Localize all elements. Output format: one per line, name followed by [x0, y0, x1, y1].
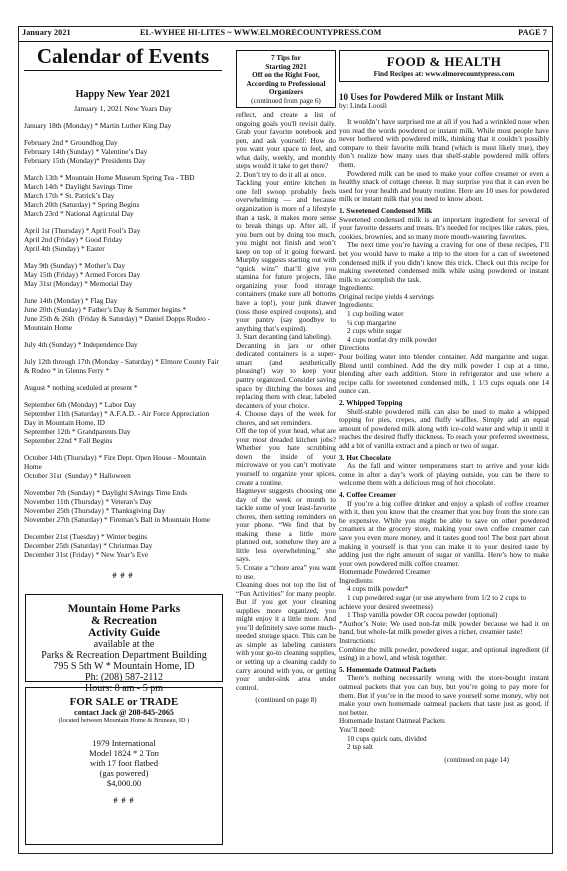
article-ingredient: 1 cup powdered sugar (or use anywhere from 1/2 to 2 cups to achieve your desired sweetness)	[339, 593, 527, 611]
tips-paragraph: 5. Create a “chore area” you want to use.	[236, 562, 336, 581]
calendar-event: June 14th (Monday) * Flag Day	[24, 296, 118, 305]
calendar-event: October 31st (Sunday) * Halloween	[24, 471, 131, 480]
article-paragraph: There’s nothing necessarily wrong with the store-bought instant oatmeal packets that you can buy, but you’re going to pay more for them. But if you’re in the mood to save yourself some money, why not make your own homemade oatmeal packets that taste just as good, if not better.	[339, 673, 549, 717]
article-ingredient: 4 cups milk powder*	[347, 584, 409, 594]
article-paragraph: Combine the milk powder, powdered sugar, and optional ingredient (if using) in a bowl, and whisk together.	[339, 644, 549, 663]
tips-continued-from: (continued from page 6)	[251, 96, 321, 105]
article-ingredient: 1 cup boiling water	[347, 309, 404, 319]
calendar-event: February 2nd * Groundhog Day	[24, 138, 118, 147]
parks-detail-line: Ph: (208) 587-2112	[85, 672, 163, 683]
calendar-event: September 11th (Saturday) * A.F.A.D. - Air Force Appreciation Day in Mountain Home, ID	[24, 409, 212, 427]
calendar-event: March 13th * Mountain Home Museum Spring Tea - TBD	[24, 173, 195, 182]
calendar-event: December 25th (Saturday) * Christmas Day	[24, 541, 153, 550]
calendar-event: May 31st (Monday) * Memorial Day	[24, 279, 133, 288]
parks-activity-guide-ad	[25, 594, 223, 694]
parks-heading-line: Mountain Home Parks	[67, 603, 181, 615]
calendar-month-group	[24, 488, 222, 524]
article-paragraph: Ingredients:	[339, 575, 374, 585]
calendar-event: June 25th & 26th (Friday & Saturday) * Daniel Dopps Rodeo - Mountain Home	[24, 314, 212, 332]
for-sale-details	[26, 738, 222, 788]
calendar-month-group	[24, 138, 222, 165]
parks-detail-line: available at the	[93, 639, 155, 650]
for-sale-ad	[25, 687, 223, 845]
food-health-column	[339, 50, 549, 850]
calendar-event: November 7th (Sunday) * Daylight SAvings Time Ends	[24, 488, 188, 497]
calendar-month-group	[24, 173, 222, 218]
article-paragraph: Ingredients:	[339, 283, 374, 293]
calendar-event: November 27th (Saturday) * Fireman’s Ball in Mountain Home	[24, 515, 211, 524]
calendar-event: November 11th (Thursday) * Veteran’s Day	[24, 497, 152, 506]
article-ingredient: 2 cups white sugar	[347, 326, 402, 336]
calendar-month-group	[24, 261, 222, 288]
calendar-event: December 21st (Tuesday) * Winter begins	[24, 532, 148, 541]
calendar-month-group	[24, 532, 222, 559]
tips-paragraph: Tackling your entire kitchen in one fell swoop probably feels overwhelming — and because organization is more of a lifestyle than a task, it makes more sense to break things up. After all, if you burn out by doing too much, you might not finish and won’t keep on top of it going forward. Murphy suggests starting out with “quick wins” that’ll give you stamina for future projects, like organizing your food storage containers (make sure all bottoms have a top!), your junk drawer (toss those expired coupons), and your pantry (say goodbye to anything that’s expired).	[236, 178, 336, 333]
article-section-heading: 1. Sweetened Condensed Milk	[339, 205, 433, 215]
for-sale-detail-line: with 17 foot flatbed	[89, 758, 159, 768]
article-continued-on: (continued on page 14)	[444, 755, 509, 764]
article-section-heading: 4. Coffee Creamer	[339, 489, 397, 499]
article-body	[339, 118, 549, 752]
for-sale-detail-line: $4,000.00	[106, 778, 142, 788]
food-health-title: FOOD & HEALTH	[386, 54, 502, 69]
parks-detail-line: Parks & Recreation Department Building	[41, 650, 207, 661]
for-sale-location: (located between Mountain Home & Bruneau, ID )	[58, 717, 190, 724]
calendar-event: February 15th (Monday)* Presidents Day	[24, 156, 146, 165]
parks-heading-line: Activity Guide	[88, 627, 160, 639]
tips-paragraph: Off the top of your head, what are your most dreaded kitchen jobs? Whether you hate scrubbing down the inside of your microwave or you can’t motivate yourself to organize your spices, create a routine.	[236, 426, 336, 487]
calendar-subtitle: Happy New Year 2021	[75, 89, 171, 100]
tips-headline-line: 7 Tips for	[271, 54, 301, 62]
calendar-event: September 22nd * Fall Begins	[24, 436, 113, 445]
calendar-column	[24, 44, 222, 592]
article-ingredient: 1 Tbsp vanilla powder OR cocoa powder (optional)	[347, 610, 498, 620]
calendar-month-group	[24, 121, 222, 130]
for-sale-title: FOR SALE or TRADE	[69, 696, 179, 708]
article-paragraph: Homemade Powdered Creamer	[339, 567, 431, 577]
article-ingredient: 4 cups nonfat dry milk powder	[347, 334, 437, 344]
issue-date: January 2021	[22, 28, 71, 37]
calendar-month-group	[24, 226, 222, 253]
calendar-first-event: January 1, 2021 New Years Day	[74, 104, 172, 113]
calendar-event: March 17th * St. Patrick’s Day	[24, 191, 115, 200]
article-paragraph: Directions	[339, 343, 370, 353]
tips-headline-box	[236, 50, 336, 108]
tips-paragraph: 2. Don’t try to do it all at once.	[236, 169, 327, 179]
publication-url: EL-WYHEE HI-LITES ~ WWW.ELMORECOUNTYPRESS.COM	[140, 28, 382, 37]
article-paragraph: Ingredients:	[339, 300, 374, 310]
calendar-end-mark: # # #	[112, 571, 134, 580]
calendar-title-rule	[24, 70, 222, 71]
article-paragraph: Pour boiling water into blender container. Add margarine and sugar. Blend until combined. Add the dry milk powder 1 cup at a time, blending after each addition. Store in refrigerator and use where a recipe calls for sweetened condensed milk, 1 1/3 cups equals one 14 ounce can.	[339, 352, 549, 396]
article-section-heading: 2. Whipped Topping	[339, 398, 403, 407]
page-number: PAGE 7	[518, 28, 547, 37]
article-section-heading: 5. Homemade Oatmeal Packets	[339, 664, 437, 674]
for-sale-detail-line: 1979 International	[92, 738, 156, 748]
calendar-event: March 14th * Daylight Savings Time	[24, 182, 133, 191]
article-paragraph: Powdered milk can be used to make your coffee creamer or even a healthy snack of cottage cheese. It may surprise you that it can even be used for your health and beauty routine. Here are 10 uses for powdered milk or instant milk that you need to know about.	[339, 168, 549, 204]
calendar-month-group	[24, 400, 222, 445]
calendar-event: April 4th (Sunday) * Easter	[24, 244, 105, 253]
calendar-event: January 18th (Monday) * Martin Luther King Day	[24, 121, 172, 130]
article-paragraph: *Author’s Note: We used non-fat milk powder because we had it on hand, but whole-fat milk powder gives a richer, creamier taste!	[339, 618, 549, 637]
for-sale-contact: contact Jack @ 208-845-2065	[74, 708, 174, 717]
for-sale-detail-line: Model 1824 * 2 Ton	[89, 748, 159, 758]
parks-heading	[26, 603, 222, 639]
calendar-event: March 20th (Saturday) * Spring Begins	[24, 200, 140, 209]
article-paragraph: The next time you’re having a craving for one of these recipes, I’ll bet you would have to make a trip to the store for a can of sweetened condensed milk if you didn’t know this trick. Check out this recipe for making sweetened condensed milk while using powdered or instant milk to accomplish the task.	[339, 240, 549, 284]
page-header	[22, 28, 547, 40]
tips-headline-line: Starting 2021	[265, 62, 307, 71]
tips-paragraph: 3. Start decanting (and labeling).	[236, 332, 332, 342]
food-health-recipes-link: Find Recipes at: www.elmorecountypress.com	[373, 70, 515, 78]
parks-details	[26, 639, 222, 694]
tips-article-body	[236, 111, 336, 692]
calendar-event: July 12th through 17th (Monday - Saturday) * Elmore County Fair & Rodeo * in Glenns Ferry *	[24, 357, 221, 375]
calendar-event: December 31st (Friday) * New Year’s Eve	[24, 550, 149, 559]
article-paragraph: If you’re a big coffee drinker and enjoy a splash of coffee creamer with it, then you know that the creamer that you buy from the store can be expensive. While you might be able to save on other powdered creamers at the grocery store, making your own coffee creamer can save you even more money, and it tastes good too! The best part about making it yourself is that you can make it to your desired taste by adding just the right amount of sugar or vanilla. Here’s how to make your own powdered milk coffee creamer.	[339, 498, 549, 568]
calendar-month-group	[24, 383, 222, 392]
parks-heading-line: & Recreation	[91, 615, 157, 627]
calendar-event: May 15th (Friday) * Armed Forces Day	[24, 270, 141, 279]
calendar-event: October 14th (Thursday) * Fire Dept. Open House - Mountain Home	[24, 453, 208, 471]
article-paragraph: Instructions:	[339, 636, 376, 646]
article-paragraph: It wouldn’t have surprised me at all if you had a wrinkled nose when you read the words powdered or instant milk. While most people have never bothered with powdered milk, thinking that it couldn’t possibly compare to their favorite milk brand (which is most likely true), they don’t realize how many uses that shelf-stable powdered milk offers them.	[339, 117, 549, 169]
calendar-month-group	[24, 340, 222, 349]
calendar-event: May 9th (Sunday) * Mother’s Day	[24, 261, 125, 270]
article-section-heading: 3. Hot Chocolate	[339, 452, 392, 462]
article-title: 10 Uses for Powdered Milk or Instant Milk	[339, 92, 504, 102]
tips-headline-line: Off on the Right Foot,	[252, 71, 320, 79]
calendar-month-group	[24, 296, 222, 332]
calendar-event: September 12th * Grandparents Day	[24, 427, 131, 436]
article-paragraph: Sweetened condensed milk is an important ingredient for several of your favorite desserts and treats. It’s needed for recipes like cakes, pies, cookies, brownies, and so many more mouth-watering favorites.	[339, 214, 549, 241]
calendar-event: April 1st (Thursday) * April Fool’s Day	[24, 226, 141, 235]
tips-headline	[239, 54, 333, 97]
article-paragraph: Shelf-stable powdered milk can also be used to make a whipped topping for pies, crepes, and fluffy waffles. Simply add an equal amount of powdered milk along with ice-cold water and whip it until it reaches the desired fluffy thickness. To reach your preferred sweetness, add a bit of vanilla extract and a pinch or two of sugar.	[339, 406, 549, 450]
tips-headline-line: According to Professional	[246, 79, 326, 88]
tips-paragraph: Cleaning does not top the list of “Fun Activities” for many people. But if you get your cleaning supplies more organized, you might enjoy it a little more. And you’ll definitely save some much-needed storage space. This can be as simple as labeling canisters with your go-to cleaning supplies, or setting up a cleaning caddy to carry around with you, or getting your under-sink area under control.	[236, 580, 336, 692]
tips-paragraph: 4. Choose days of the week for chores, and set reminders.	[236, 409, 336, 427]
tips-paragraph: Decanting in jars or other dedicated containers is a super-smart (and aesthetically pleasing!) way to keep your pantry organized. Consider saving space by ditching the boxes and replacing them with clear, labeled decanters of your choice.	[236, 340, 336, 410]
calendar-month-group	[24, 453, 222, 480]
calendar-event: July 4th (Sunday) * Independence Day	[24, 340, 138, 349]
tips-column	[236, 50, 336, 850]
calendar-event: August * nothing sceduled at present *	[24, 383, 138, 392]
for-sale-end-mark: # # #	[113, 796, 135, 805]
for-sale-detail-line: (gas powered)	[99, 768, 149, 778]
calendar-event-list	[24, 121, 222, 559]
article-paragraph: Original recipe yields 4 servings	[339, 291, 434, 301]
article-ingredient: ¼ cup margarine	[347, 317, 397, 327]
calendar-event: June 20th (Sunday) * Father’s Day & Summer begins *	[24, 305, 187, 314]
calendar-event: November 25th (Thursday) * Thanksgiving Day	[24, 506, 166, 515]
calendar-title: Calendar of Events	[36, 44, 210, 68]
article-ingredient: 10 cups quick oats, divided	[347, 733, 427, 743]
article-paragraph: Homemade Instant Oatmeal Packets	[339, 716, 445, 726]
calendar-event: April 2nd (Friday) * Good Friday	[24, 235, 123, 244]
calendar-month-group	[24, 357, 222, 375]
article-byline: by: Linda Loosli	[339, 102, 387, 110]
parks-detail-line: Hours: 8 am - 5 pm	[84, 683, 164, 694]
header-rule	[18, 41, 553, 42]
calendar-event: September 6th (Monday) * Labor Day	[24, 400, 137, 409]
tips-paragraph: reflect, and create a list of ongoing goals you'll revisit daily. Grab your favorite notebook and pen, and ask yourself: How do you want your space to feel, and what daily, weekly, and monthly steps would it take to get there?	[236, 110, 336, 171]
tips-paragraph: Hagmeyer suggests choosing one day of the week or month to tackle some of your least-favorite chores, then setting reminders on your phone. “We find that by making these a little more planned out, somehow they are a little less overwhelming,” she says.	[236, 486, 336, 564]
parks-detail-line: 795 S 5th W * Mountain Home, ID	[53, 661, 195, 672]
article-paragraph: As the fall and winter temperatures start to arrive and your kids come in after a day’s work of playing outside, you can be there to welcome them with a delicious mug of hot chocolate.	[339, 461, 549, 488]
article-ingredient: 2 tsp salt	[347, 742, 373, 752]
calendar-event: February 14th (Sunday) * Valentine’s Day	[24, 147, 148, 156]
article-paragraph: You’ll need:	[339, 724, 375, 734]
tips-continued-on: (continued on page 8)	[255, 696, 317, 705]
calendar-event: March 23rd * National Agricutal Day	[24, 209, 134, 218]
tips-headline-line: Organizers	[268, 88, 304, 96]
food-health-banner	[339, 50, 549, 82]
